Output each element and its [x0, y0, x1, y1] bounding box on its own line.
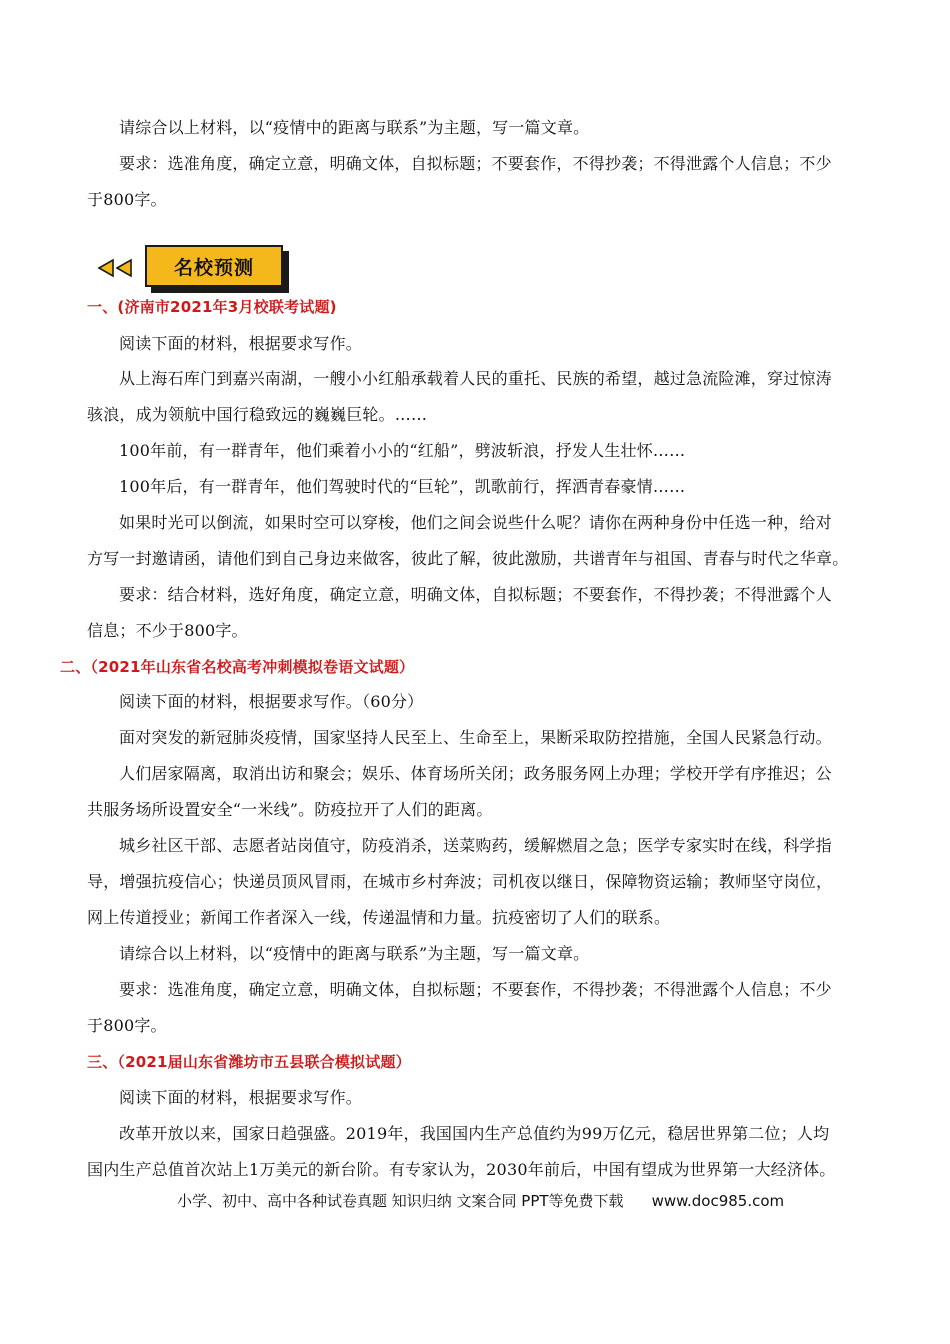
section-2-p2-line-1: 人们居家隔离，取消出访和聚会；娱乐、体育场所关闭；政务服务网上办理；学校开学有序推迟；公: [119, 764, 832, 783]
section-2-p2-line-2: 共服务场所设置安全“一米线”。防疫拉开了人们的距离。: [87, 800, 493, 819]
section-3-p1-line-1: 改革开放以来，国家日趋强盛。2019年，我国国内生产总值约为99万亿元，稳居世界第二位；人均: [119, 1124, 830, 1143]
top-paragraph-1: 请综合以上材料，以“疫情中的距离与联系”为主题，写一篇文章。: [119, 118, 590, 137]
page-footer: [177, 1190, 784, 1212]
badge-label: 名校预测: [145, 245, 283, 287]
section-2-instruction: 阅读下面的材料，根据要求写作。（60分）: [119, 692, 424, 711]
section-1-p4-line-2: 方写一封邀请函，请他们到自己身边来做客，彼此了解，彼此激励，共谱青年与祖国、青春与时代之华章。: [87, 549, 849, 568]
section-badge: [97, 245, 297, 295]
section-1-p3: 100年后，有一群青年，他们驾驶时代的“巨轮”，凯歌前行，挥洒青春豪情……: [119, 477, 686, 496]
section-1-p2: 100年前，有一群青年，他们乘着小小的“红船”，劈波斩浪，抒发人生壮怀……: [119, 441, 686, 460]
section-2-p5-line-1: 要求：选准角度，确定立意，明确文体，自拟标题；不要套作，不得抄袭；不得泄露个人信息；不少: [119, 980, 832, 999]
section-1-p1-line-1: 从上海石库门到嘉兴南湖，一艘小小红船承载着人民的重托、民族的希望，越过急流险滩，穿过惊涛: [119, 369, 832, 388]
section-3-instruction: 阅读下面的材料，根据要求写作。: [119, 1088, 363, 1107]
section-1-p5-line-2: 信息；不少于800字。: [87, 621, 248, 640]
section-3-p1-line-2: 国内生产总值首次站上1万美元的新台阶。有专家认为，2030年前后，中国有望成为世界第一大经济体。: [87, 1160, 836, 1179]
section-2-p3-line-2: 导，增强抗疫信心；快递员顶风冒雨，在城市乡村奔波；司机夜以继日，保障物资运输；教师坚守岗位，: [87, 872, 833, 891]
top-paragraph-2-line-2: 于800字。: [87, 190, 167, 209]
section-1-instruction: 阅读下面的材料，根据要求写作。: [119, 334, 363, 353]
section-2-p5-line-2: 于800字。: [87, 1016, 167, 1035]
footer-text: 小学、初中、高中各种试卷真题 知识归纳 文案合同 PPT等免费下载: [177, 1192, 624, 1210]
top-paragraph-2-line-1: 要求：选准角度，确定立意，明确文体，自拟标题；不要套作，不得抄袭；不得泄露个人信息；不少: [119, 154, 832, 173]
section-1-p4-line-1: 如果时光可以倒流，如果时空可以穿梭，他们之间会说些什么呢？请你在两种身份中任选一种，给对: [119, 513, 832, 532]
double-left-arrow-icon: [97, 257, 137, 279]
section-2-p3-line-3: 网上传道授业；新闻工作者深入一线，传递温情和力量。抗疫密切了人们的联系。: [87, 908, 671, 927]
section-1-p1-line-2: 骇浪，成为领航中国行稳致远的巍巍巨轮。……: [87, 405, 428, 424]
section-2-p3-line-1: 城乡社区干部、志愿者站岗值守，防疫消杀，送菜购药，缓解燃眉之急；医学专家实时在线，科学指: [119, 836, 832, 855]
section-2-p1: 面对突发的新冠肺炎疫情，国家坚持人民至上、生命至上，果断采取防控措施，全国人民紧急行动。: [119, 728, 832, 747]
section-2-heading: 二、（2021年山东省名校高考冲刺模拟卷语文试题）: [60, 658, 415, 676]
section-3-heading: 三、（2021届山东省潍坊市五县联合模拟试题）: [87, 1053, 411, 1071]
section-1-heading: 一、(济南市2021年3月校联考试题): [87, 298, 337, 316]
section-1-p5-line-1: 要求：结合材料，选好角度，确定立意，明确文体，自拟标题；不要套作，不得抄袭；不得泄露个人: [119, 585, 832, 604]
footer-url-link[interactable]: www.doc985.com: [651, 1192, 785, 1210]
section-2-p4: 请综合以上材料，以“疫情中的距离与联系”为主题，写一篇文章。: [119, 944, 590, 963]
